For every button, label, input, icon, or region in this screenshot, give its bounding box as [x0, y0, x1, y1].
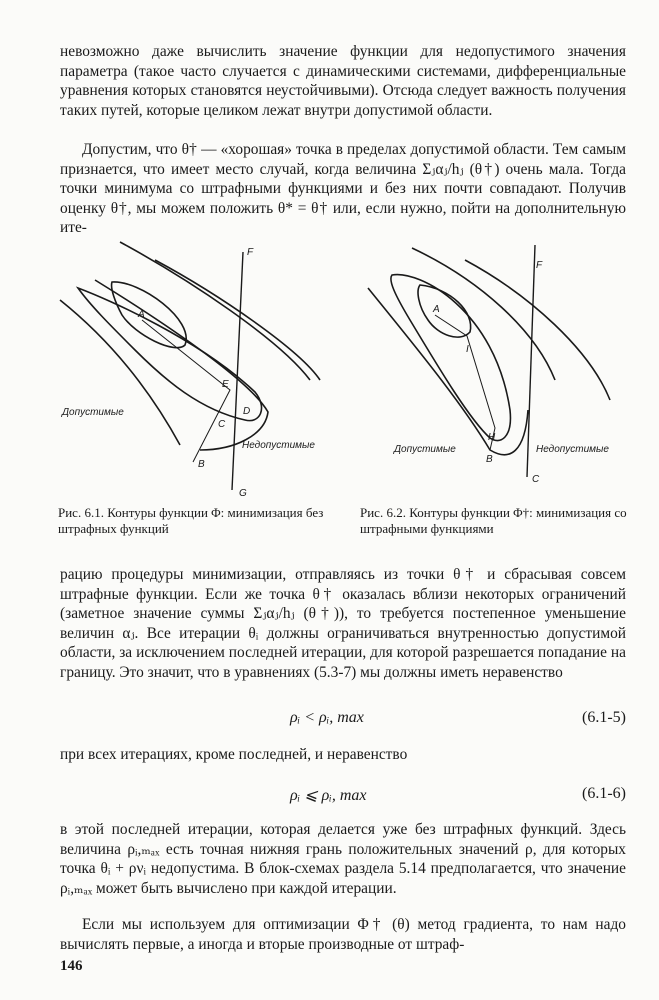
equation-formula: ρᵢ < ρᵢ, max: [290, 709, 364, 726]
paragraph-6: Если мы используем для оптимизации Φ† (θ) метод градиента, то нам надо вычислять первые, а иногда и вторые производные от штраф-: [60, 916, 626, 953]
label-F: F: [536, 260, 543, 271]
contour-outer-1: [368, 288, 528, 455]
constraint-line-fg: [232, 252, 243, 490]
paragraph-1: невозможно даже вычислить значение функции для недопустимого значения параметра (такое часто случается с динамическими системами, дифференциальные уравнения которых становятся неустойчивыми). Отсюда следует важность получения таких путей, которые целиком лежат внутри допустимой области.: [60, 43, 626, 119]
label-A: A: [138, 309, 145, 320]
label-G: G: [239, 488, 247, 499]
label-B: B: [486, 454, 493, 465]
contour-outer-3: [60, 300, 180, 445]
label-E: E: [222, 379, 229, 390]
label-C: C: [218, 419, 226, 430]
label-D: D: [243, 406, 251, 417]
label-H: H: [488, 432, 496, 443]
label-B: B: [198, 459, 205, 470]
label-F: F: [247, 247, 254, 258]
contour-outer-3: [465, 260, 610, 400]
paragraph-4: при всех итерациях, кроме последней, и неравенство: [60, 746, 408, 763]
constraint-line-fc: [527, 245, 535, 477]
figure-6-2: [350, 240, 640, 502]
label-A: A: [433, 304, 440, 315]
label-C: C: [532, 474, 540, 485]
region-infeasible-label: Недопустимые: [242, 440, 315, 451]
equation-number: (6.1-6): [582, 785, 626, 802]
equation-6-1-6: [60, 785, 626, 807]
figure-6-1-caption: Рис. 6.1. Контуры функции Φ: минимизация без штрафных функций: [58, 505, 324, 536]
region-infeasible-label: Недопустимые: [536, 444, 609, 455]
paragraph-3: рацию процедуры минимизации, отправляясь из точки θ† и сбрасывая совсем штрафные функции. Если же точка θ† оказалась вблизи некоторых ограничений (заметное значение суммы Σⱼαⱼ/hⱼ (θ†)), то требуется постепенное уменьшение величин αⱼ. Все итерации θᵢ должны ограничиваться внутренностью допустимой области, за исключением последней итерации, для которой разрешается попадание на границу. Это значит, что в уравнениях (5.3-7) мы должны иметь неравенство: [60, 566, 626, 681]
paragraph-2: Допустим, что θ† — «хорошая» точка в пределах допустимой области. Тем самым признается, что имеет место случай, когда величина Σⱼαⱼ/hⱼ (θ†) очень мала. Тогда точки минимума со штрафными функциями и без них почти совпадают. Получив оценку θ†, мы можем положить θ* = θ† или, если нужно, пойти на дополнительную ите-: [60, 141, 626, 237]
figure-6-2-caption: Рис. 6.2. Контуры функции Φ†: минимизация со штрафными функциями: [360, 505, 627, 536]
equation-formula: ρᵢ ⩽ ρᵢ, max: [290, 787, 367, 804]
figure-6-1: [50, 240, 330, 502]
region-feasible-label: Допустимые: [394, 444, 456, 455]
page-number: 146: [60, 958, 83, 974]
region-feasible-label: Допустимые: [62, 407, 124, 418]
equation-6-1-5: [60, 709, 626, 731]
paragraph-5: в этой последней итерации, которая делается уже без штрафных функций. Здесь величина ρᵢ,ₘₐₓ есть точная нижняя грань положительных значений ρ, для которых точка θᵢ + ρνᵢ недопустима. В блок-схемах раздела 5.14 предполагается, что значение ρᵢ,ₘₐₓ может быть вычислено при каждой итерации.: [60, 821, 626, 897]
equation-number: (6.1-5): [582, 709, 626, 726]
label-I: I: [466, 344, 469, 355]
